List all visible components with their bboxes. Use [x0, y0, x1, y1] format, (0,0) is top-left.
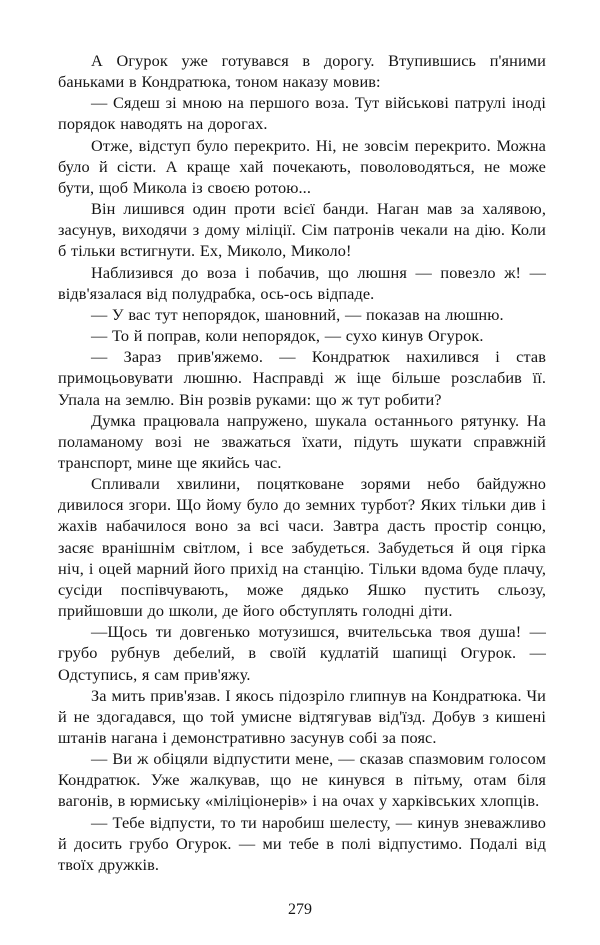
paragraph: Думка працювала напружено, шукала останнього рятунку. На поламаному возі не зважаться їхати, підуть шукати справжній транспорт, мине ще якийсь час. [58, 410, 546, 472]
paragraph: — У вас тут непорядок, шановний, — показав на люшню. [91, 304, 504, 324]
paragraph: Він лишився один проти всієї банди. Наган мав за халявою, засунув, виходячи з дому міліції. Сім патронів чекали на дію. Коли б тільки встигнути. Ех, Миколо, Миколо! [58, 199, 546, 261]
paragraph: — Зараз прив'яжемо. — Кондратюк нахилився і став примоцьовувати люшню. Насправді ж іще більше розслабив її. Упала на землю. Він розвів руками: що ж тут робити? [58, 347, 546, 409]
paragraph: Отже, відступ було перекрито. Ні, не зовсім перекрито. Можна було й сісти. А краще хай почекають, поволоводяться, не може бути, щоб Микола із своєю ротою... [58, 135, 546, 197]
page-text [58, 50, 546, 875]
paragraph: — Тебе відпусти, то ти наробиш шелесту, — кинув зневажливо й досить грубо Огурок. — ми тебе в полі відпустимо. Подалі від твоїх дружків. [58, 812, 546, 874]
paragraph: За мить прив'язав. І якось підозріло глипнув на Кондратюка. Чи й не здогадався, що той умисне відтягував від'їзд. Добув з кишені штанів нагана і демонстративно засунув собі за пояс. [58, 685, 546, 747]
paragraph: — Ви ж обіцяли відпустити мене, — сказав спазмовим голосом Кондратюк. Уже жалкував, що не кинувся в пітьму, отам біля вагонів, в юрмиську «міліціонерів» і на очах у харківських хлопців. [58, 749, 546, 811]
paragraph: Наблизився до воза і побачив, що люшня — повезло ж! — відв'язалася від полудрабка, ось-ось відпаде. [58, 262, 546, 303]
paragraph: —Щось ти довгенько мотузишся, вчительська твоя душа! — грубо рубнув дебелий, в своїй кудлатій шапищі Огурок. — Одступись, я сам прив'яжу. [58, 622, 546, 684]
paragraph: — То й поправ, коли непорядок, — сухо кинув Огурок. [91, 326, 484, 346]
paragraph: Спливали хвилини, поцятковане зорями небо байдужно дивилося згори. Що йому було до земних турбот? Яких тільки див і жахів набачилося воно за всі часи. Завтра дасть простір сонцю, засяє вранішнім світлом, і все забудеться. Забудеться й оця гірка ніч, і оцей марний його прихід на станцію. Тільки вдома буде плачу, сусіди поспівчувають, може дядько Яшко пустить сльозу, прийшовши до школи, де його обступлять голодні діти. [58, 474, 546, 621]
paragraph: — Сядеш зі мною на першого воза. Тут військові патрулі іноді порядок наводять на дорогах. [58, 93, 546, 134]
paragraph: А Огурок уже готувався в дорогу. Втупившись п'яними баньками в Кондратюка, тоном наказу мовив: [58, 51, 546, 92]
page-number: 279 [288, 901, 312, 918]
